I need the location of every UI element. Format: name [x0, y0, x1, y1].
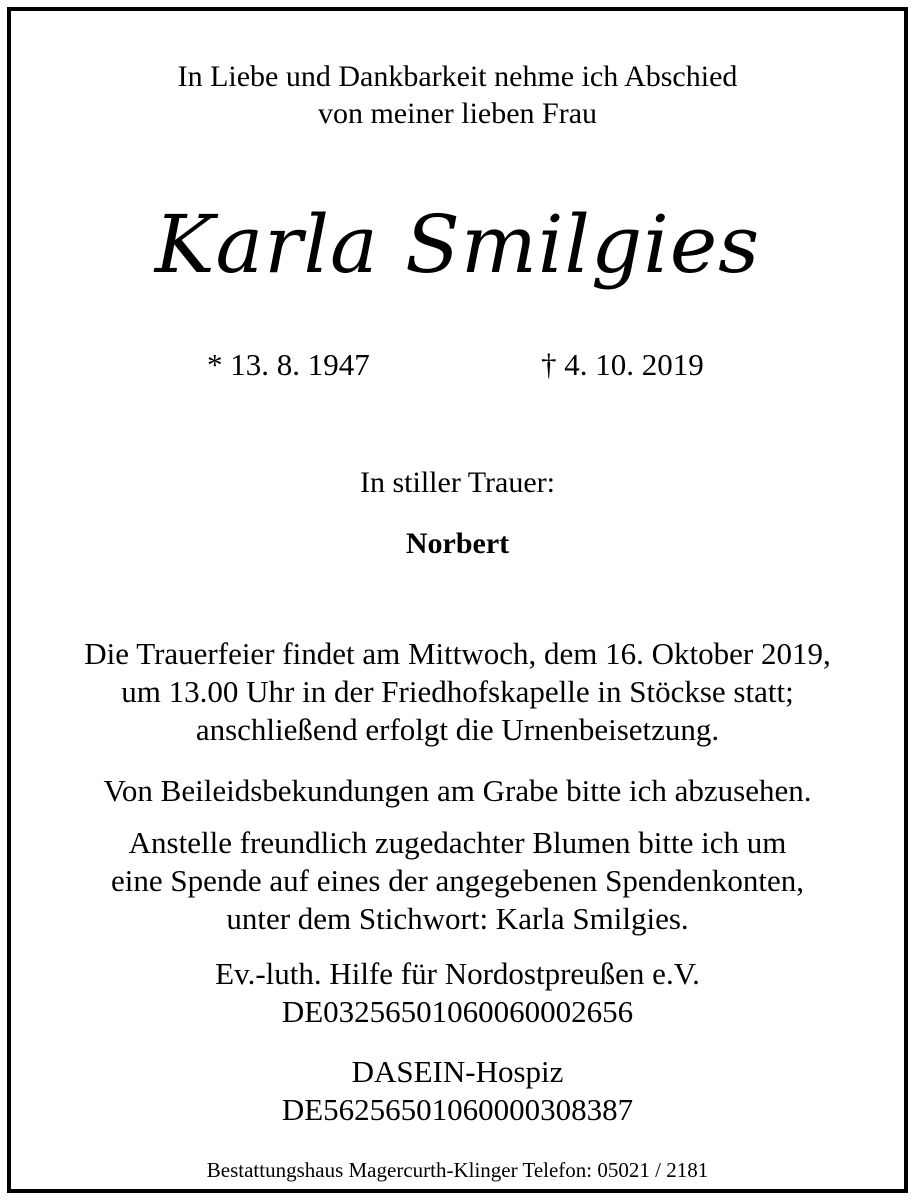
donation-line-2: eine Spende auf eines der angegebenen Spendenkonten,: [111, 863, 804, 898]
service-line-2: um 13.00 Uhr in der Friedhofskapelle in Stöckse statt;: [121, 674, 794, 709]
intro-line-2: von meiner lieben Frau: [317, 97, 598, 130]
condolence-line: Von Beileidsbekundungen am Grabe bitte ich abzusehen.: [103, 773, 812, 808]
funeral-home-footer: Bestattungshaus Magercurth-Klinger Telefon: 05021 / 2181: [206, 1158, 709, 1182]
donation-line-3: unter dem Stichwort: Karla Smilgies.: [226, 901, 689, 936]
account-2-iban: DE56256501060000308387: [281, 1092, 634, 1127]
intro-line-1: In Liebe und Dankbarkeit nehme ich Abschied: [177, 60, 738, 93]
deceased-name: Karla Smilgies: [154, 198, 761, 291]
mourning-label: In stiller Trauer:: [360, 466, 555, 499]
account-1-name: Ev.-luth. Hilfe für Nordostpreußen e.V.: [215, 956, 700, 991]
service-line-1: Die Trauerfeier findet am Mittwoch, dem 16. Oktober 2019,: [84, 636, 831, 671]
obituary-frame: [7, 7, 908, 1193]
account-2-name: DASEIN-Hospiz: [351, 1054, 564, 1089]
mourner-name: Norbert: [405, 527, 510, 560]
birth-date: * 13. 8. 1947: [207, 347, 370, 382]
service-line-3: anschließend erfolgt die Urnenbeisetzung.: [195, 712, 720, 747]
account-1-iban: DE03256501060060002656: [281, 994, 634, 1029]
donation-line-1: Anstelle freundlich zugedachter Blumen bitte ich um: [128, 825, 787, 860]
death-date: † 4. 10. 2019: [541, 347, 704, 382]
